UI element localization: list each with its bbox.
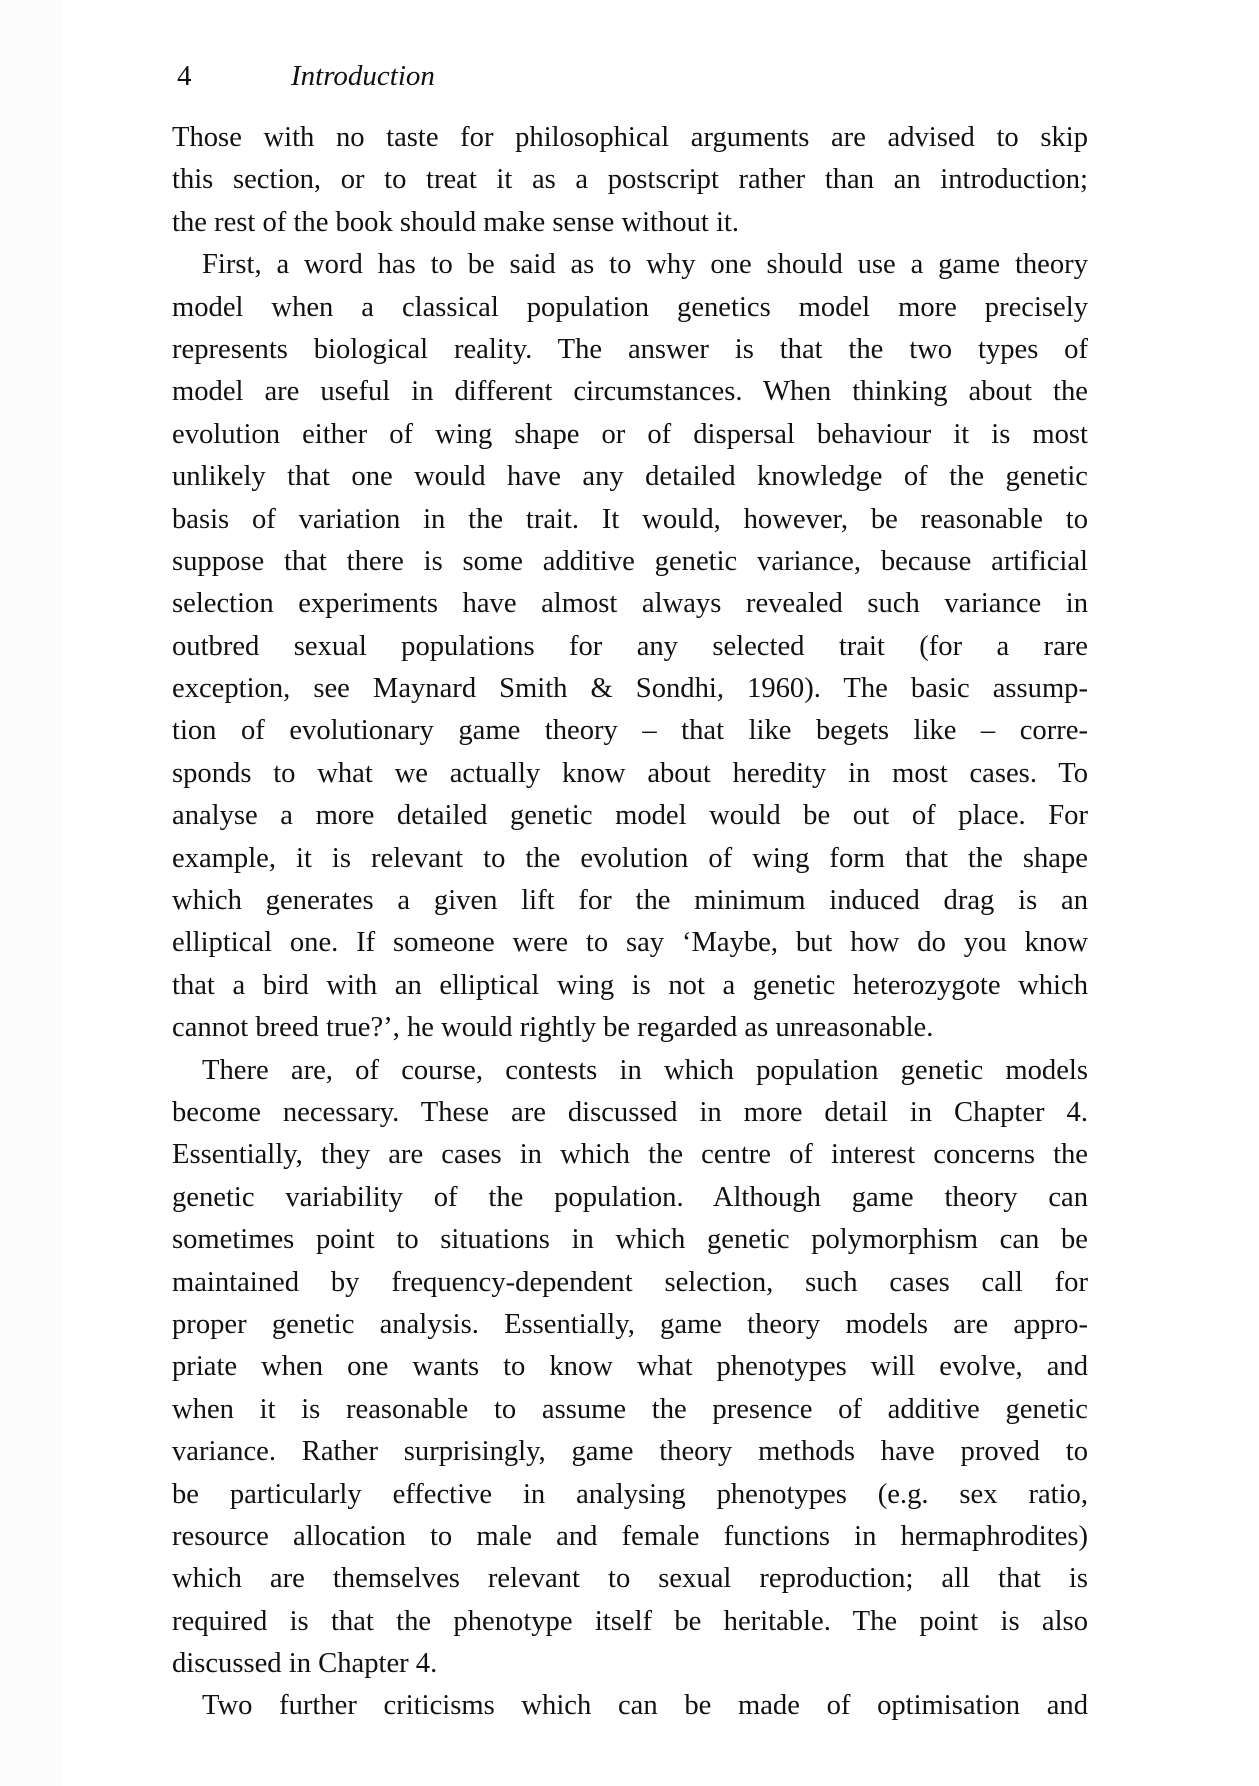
- text-line: model when a classical population genetics model more precisely: [172, 291, 1088, 323]
- text-line: which generates a given lift for the minimum induced drag is an: [172, 885, 1088, 917]
- paragraph-4: [172, 1685, 1088, 1727]
- page-number: 4: [177, 60, 192, 92]
- text-line: cannot breed true?’, he would rightly be regarded as unreasonable.: [172, 1012, 934, 1044]
- text-line: sometimes point to situations in which genetic polymorphism can be: [172, 1224, 1088, 1256]
- text-line: unlikely that one would have any detailed knowledge of the genetic: [172, 461, 1088, 493]
- running-title: Introduction: [291, 60, 435, 92]
- text-line: Two further criticisms which can be made of optimisation and: [202, 1690, 1088, 1722]
- text-line: elliptical one. If someone were to say ‘Maybe, but how do you know: [172, 927, 1088, 959]
- text-line: priate when one wants to know what phenotypes will evolve, and: [172, 1351, 1088, 1383]
- text-line: basis of variation in the trait. It would, however, be reasonable to: [172, 503, 1088, 535]
- text-line: be particularly effective in analysing phenotypes (e.g. sex ratio,: [172, 1478, 1088, 1510]
- text-line: required is that the phenotype itself be heritable. The point is also: [172, 1605, 1088, 1637]
- body-text: [172, 117, 1088, 1728]
- text-line: suppose that there is some additive genetic variance, because artificial: [172, 545, 1088, 577]
- text-line: genetic variability of the population. Although game theory can: [172, 1181, 1088, 1213]
- text-line: become necessary. These are discussed in more detail in Chapter 4.: [172, 1096, 1088, 1128]
- text-line: model are useful in different circumstances. When thinking about the: [172, 376, 1088, 408]
- text-line: the rest of the book should make sense without it.: [172, 206, 740, 238]
- text-line: when it is reasonable to assume the presence of additive genetic: [172, 1393, 1088, 1425]
- text-line: maintained by frequency-dependent selection, such cases call for: [172, 1266, 1088, 1298]
- text-line: Essentially, they are cases in which the centre of interest concerns the: [172, 1139, 1088, 1171]
- text-line: sponds to what we actually know about heredity in most cases. To: [172, 757, 1088, 789]
- text-line: represents biological reality. The answer is that the two types of: [172, 333, 1088, 365]
- text-line: this section, or to treat it as a postscript rather than an introduction;: [172, 164, 1088, 196]
- text-line: which are themselves relevant to sexual reproduction; all that is: [172, 1563, 1088, 1595]
- text-line: tion of evolutionary game theory – that like begets like – corre-: [172, 715, 1088, 747]
- paragraph-1: [172, 117, 1088, 244]
- text-line: Those with no taste for philosophical arguments are advised to skip: [172, 122, 1088, 153]
- text-line: resource allocation to male and female functions in hermaphrodites): [172, 1520, 1088, 1552]
- text-line: First, a word has to be said as to why one should use a game theory: [202, 249, 1088, 281]
- text-line: outbred sexual populations for any selected trait (for a rare: [172, 630, 1088, 662]
- text-line: exception, see Maynard Smith & Sondhi, 1960). The basic assump-: [172, 673, 1088, 705]
- text-line: example, it is relevant to the evolution of wing form that the shape: [172, 842, 1088, 874]
- text-line: proper genetic analysis. Essentially, game theory models are appro-: [172, 1308, 1088, 1340]
- text-line: discussed in Chapter 4.: [172, 1648, 438, 1680]
- text-line: analyse a more detailed genetic model would be out of place. For: [172, 800, 1088, 832]
- text-line: evolution either of wing shape or of dispersal behaviour it is most: [172, 418, 1088, 450]
- text-line: selection experiments have almost always revealed such variance in: [172, 588, 1088, 620]
- paragraph-3: [172, 1050, 1088, 1686]
- text-line: that a bird with an elliptical wing is not a genetic heterozygote which: [172, 969, 1088, 1001]
- paragraph-2: [172, 244, 1088, 1049]
- text-line: variance. Rather surprisingly, game theory methods have proved to: [172, 1436, 1088, 1468]
- text-line: There are, of course, contests in which population genetic models: [202, 1054, 1088, 1086]
- scan-margin: [0, 0, 62, 1786]
